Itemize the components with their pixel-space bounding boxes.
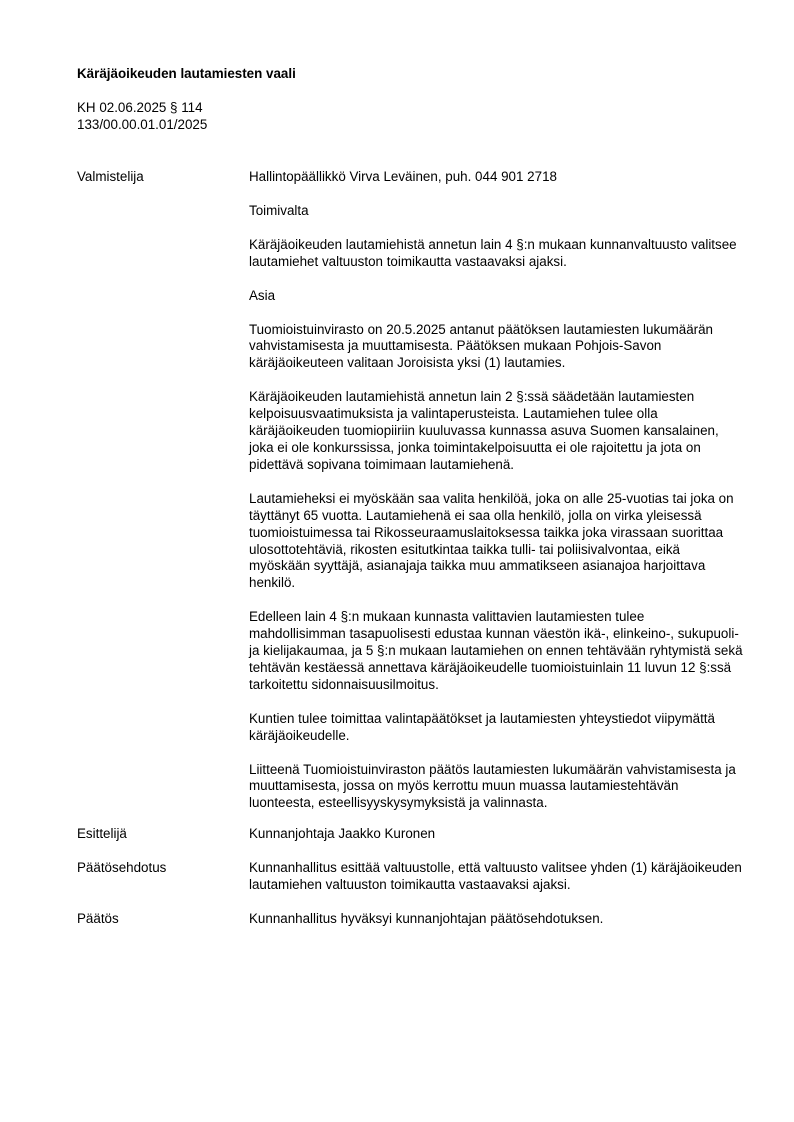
- paragraph-toimivalta: Käräjäoikeuden lautamiehistä annetun lain 4 §:n mukaan kunnanvaltuusto valitsee lautamiehet valtuuston toimikautta vastaavaksi ajaksi.: [249, 236, 737, 269]
- section-content-paatos: [249, 911, 743, 928]
- section-label-paatos: Päätös: [77, 911, 119, 926]
- section-content-valmistelija: [249, 169, 743, 812]
- decision-text: Kunnanhallitus hyväksyi kunnanjohtajan päätösehdotuksen.: [249, 911, 604, 926]
- presenter-line: Kunnanjohtaja Jaakko Kuronen: [249, 826, 436, 841]
- meeting-reference: KH 02.06.2025 § 114: [77, 100, 203, 115]
- section-label-valmistelija: Valmistelija: [77, 169, 144, 184]
- document-meta: [77, 100, 207, 134]
- paragraph-asia-5: Kuntien tulee toimittaa valintapäätökset ja lautamiesten yhteystiedot viipymättä käräjäoikeudelle.: [249, 710, 715, 743]
- preparer-line: Hallintopäällikkö Virva Leväinen, puh. 044 901 2718: [249, 169, 557, 184]
- heading-asia: Asia: [249, 287, 276, 303]
- section-content-paatosehdotus: [249, 860, 743, 894]
- heading-toimivalta: Toimivalta: [249, 202, 309, 218]
- paragraph-asia-1: Tuomioistuinvirasto on 20.5.2025 antanut päätöksen lautamiesten lukumäärän vahvistamisesta ja muuttamisesta. Päätöksen mukaan Pohjois-Savon käräjäoikeuteen valitaan Joroisista yksi (1) lautamies.: [249, 321, 714, 371]
- paragraph-attachment: Liitteenä Tuomioistuinviraston päätös lautamiesten lukumäärän vahvistamisesta ja muuttamisesta, jossa on myös kerrottu muun muassa lautamiestehtävän luonteesta, esteellisyyskysymyksistä ja valinnasta.: [249, 761, 736, 811]
- section-label-paatosehdotus: Päätösehdotus: [77, 860, 167, 875]
- case-number: 133/00.00.01.01/2025: [77, 116, 208, 132]
- document-title: Käräjäoikeuden lautamiesten vaali: [77, 66, 296, 81]
- proposal-text: Kunnanhallitus esittää valtuustolle, että valtuusto valitsee yhden (1) käräjäoikeuden lautamiehen valtuuston toimikautta vastaavaksi ajaksi.: [249, 860, 742, 892]
- paragraph-asia-3: Lautamieheksi ei myöskään saa valita henkilöä, joka on alle 25-vuotias tai joka on täyttänyt 65 vuotta. Lautamiehenä ei saa olla henkilö, jolla on virka yleisessä tuomioistuimessa tai Rikosseuraamuslaitoksessa taikka joka virassaan suorittaa ulosottotehtäviä, rikosten esitutkintaa taikka tulli- tai poliisivalvontaa, eikä myöskään syyttäjä, asianajaja taikka muu ammatikseen asianajoa harjoittava henkilö.: [249, 490, 734, 591]
- section-content-esittelija: [249, 826, 743, 843]
- paragraph-asia-2: Käräjäoikeuden lautamiehistä annetun lain 2 §:ssä säädetään lautamiesten kelpoisuusvaatimuksista ja valintaperusteista. Lautamiehen tulee olla käräjäoikeuden tuomiopiiriin kuuluvassa kunnassa asuva Suomen kansalainen, joka ei ole konkurssissa, jonka toimintakelpoisuutta ei ole rajoitettu ja jota on pidettävä sopivana toimimaan lautamiehenä.: [249, 389, 719, 472]
- section-label-esittelija: Esittelijä: [77, 826, 127, 841]
- paragraph-asia-4: Edelleen lain 4 §:n mukaan kunnasta valittavien lautamiesten tulee mahdollisimman tasapuolisesti edustaa kunnan väestön ikä-, elinkeino-, sukupuoli- ja kielijakaumaa, ja 5 §:n mukaan lautamiehen on ennen tehtävään ryhtymistä sekä tehtävän kestäessä annettava käräjäoikeudelle tuomioistuinlain 11 luvun 12 §:ssä tarkoitettu sidonnaisuusilmoitus.: [249, 609, 743, 692]
